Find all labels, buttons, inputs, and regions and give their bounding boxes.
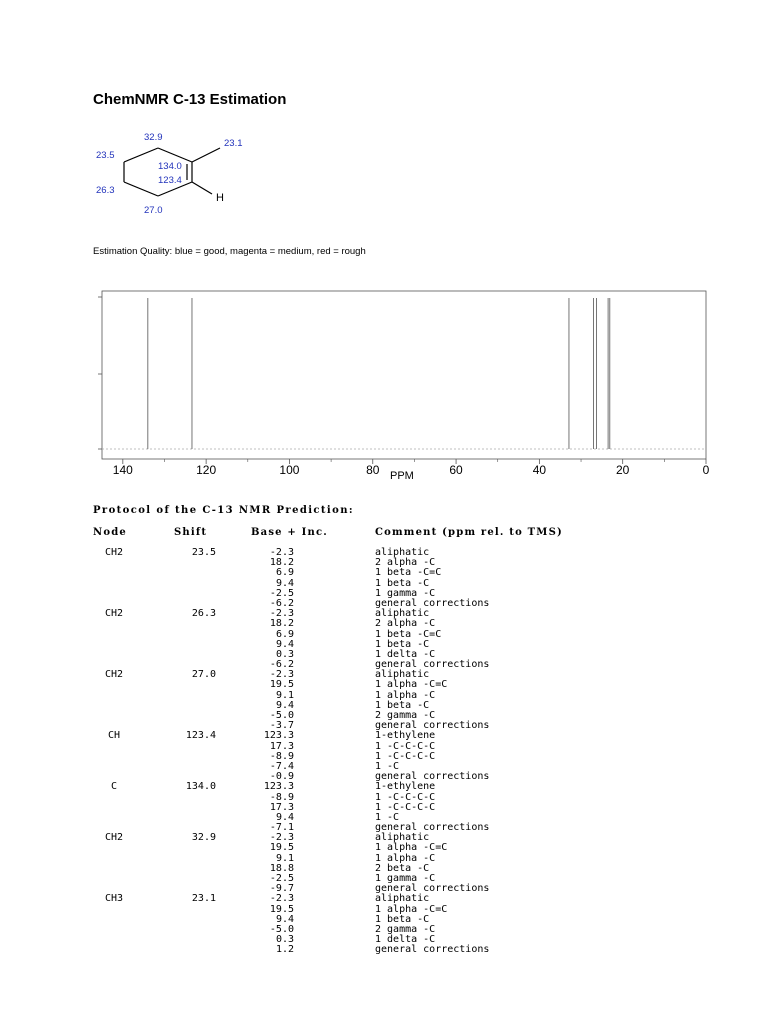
row-comment: 1-ethylene (375, 781, 436, 793)
x-tick-label: 140 (112, 463, 133, 477)
row-comment: general corrections (375, 883, 490, 895)
nmr-spectrum-chart (90, 283, 710, 483)
row-increment: -8.9 (269, 750, 294, 762)
row-increment: -2.3 (269, 832, 294, 844)
row-increment: -9.7 (269, 883, 294, 895)
row-shift: 32.9 (191, 832, 216, 844)
row-increment: 17.3 (269, 740, 294, 752)
row-increment: 19.5 (269, 842, 294, 854)
methyl-bond (192, 148, 220, 162)
row-increment: -2.5 (269, 587, 294, 599)
row-comment: 2 gamma -C (375, 710, 436, 721)
row-comment: 2 gamma -C (375, 923, 436, 935)
row-comment: 1 -C-C-C-C (375, 750, 436, 762)
row-increment: 17.3 (269, 801, 294, 813)
row-increment: 0.3 (275, 648, 294, 660)
shift-label: 23.5 (96, 150, 115, 161)
row-increment: 123.3 (263, 730, 294, 742)
row-shift: 134.0 (185, 781, 216, 793)
row-comment: 1 alpha -C (375, 852, 436, 864)
row-comment: aliphatic (375, 832, 430, 844)
row-increment: 9.4 (275, 913, 294, 925)
x-axis-title: PPM (390, 470, 414, 482)
row-node: CH2 (104, 608, 124, 620)
row-comment: 1 beta -C=C (375, 628, 442, 640)
row-comment: 1 -C-C-C-C (375, 801, 436, 813)
row-increment: -8.9 (269, 791, 294, 803)
row-node: CH (107, 730, 121, 742)
x-tick-label: 100 (279, 463, 300, 477)
row-comment: 2 alpha -C (375, 557, 436, 569)
bond (124, 182, 158, 196)
x-tick-label: 20 (616, 463, 630, 477)
row-comment: general corrections (375, 597, 490, 609)
protocol-title: Protocol of the C-13 NMR Prediction: (93, 505, 354, 516)
row-comment: 1 alpha -C=C (375, 903, 448, 915)
row-comment: 1 beta -C (375, 577, 430, 589)
row-increment: 9.4 (275, 811, 294, 823)
row-comment: general corrections (375, 659, 490, 671)
row-increment: -6.2 (269, 597, 294, 609)
shift-label: 27.0 (144, 205, 163, 216)
bond (124, 148, 158, 162)
row-increment: 6.9 (275, 567, 294, 579)
row-increment: -5.0 (269, 710, 294, 721)
row-increment: -7.4 (269, 760, 294, 772)
row-increment: 6.9 (275, 628, 294, 640)
row-comment: general corrections (375, 720, 490, 732)
row-comment: 1 alpha -C (375, 689, 436, 701)
row-comment: 1 -C-C-C-C (375, 791, 436, 803)
x-tick-label: 60 (449, 463, 463, 477)
header-comment: Comment (ppm rel. to TMS) (375, 527, 563, 538)
row-node: CH2 (104, 669, 124, 681)
molecule-structure (90, 126, 270, 226)
row-increment: -3.7 (269, 720, 294, 732)
row-comment: 1 -C (375, 811, 400, 823)
row-increment: 18.2 (269, 557, 294, 569)
protocol-table (0, 548, 768, 956)
row-comment: 1 gamma -C (375, 873, 436, 884)
row-comment: 1 beta -C (375, 638, 430, 650)
page-title: ChemNMR C-13 Estimation (93, 91, 287, 108)
table-row (0, 619, 768, 629)
row-increment: -6.2 (269, 659, 294, 671)
row-comment: aliphatic (375, 893, 430, 905)
table-row (0, 945, 768, 955)
hydrogen-bond (192, 182, 212, 194)
row-increment: -5.0 (269, 923, 294, 935)
row-increment: 18.2 (269, 618, 294, 630)
row-comment: general corrections (375, 771, 490, 783)
row-node: CH3 (104, 893, 124, 905)
row-comment: 1 gamma -C (375, 587, 436, 599)
row-comment: aliphatic (375, 608, 430, 620)
shift-label: 26.3 (96, 185, 115, 196)
row-node: CH2 (104, 547, 124, 558)
row-comment: aliphatic (375, 547, 430, 558)
row-comment: 1 -C-C-C-C (375, 740, 436, 752)
row-comment: 1 alpha -C=C (375, 679, 448, 691)
x-tick-label: 0 (702, 463, 710, 477)
row-increment: -2.3 (269, 893, 294, 905)
row-comment: 1 beta -C=C (375, 567, 442, 579)
row-increment: 0.3 (275, 934, 294, 946)
row-comment: aliphatic (375, 669, 430, 681)
header-shift: Shift (174, 527, 208, 538)
row-shift: 26.3 (191, 608, 216, 620)
row-comment: 1 beta -C (375, 699, 430, 711)
row-comment: 2 alpha -C (375, 618, 436, 630)
row-comment: 2 beta -C (375, 862, 430, 874)
row-shift: 23.5 (191, 547, 216, 558)
x-tick-label: 120 (196, 463, 217, 477)
row-increment: 9.4 (275, 638, 294, 650)
header-node: Node (93, 527, 127, 538)
row-increment: -2.3 (269, 608, 294, 620)
shift-label: 123.4 (158, 175, 182, 186)
x-tick-label: 40 (532, 463, 547, 477)
row-increment: -2.3 (269, 547, 294, 558)
plot-frame (102, 291, 706, 459)
shift-label: 134.0 (158, 161, 182, 172)
shift-label: 32.9 (144, 132, 163, 143)
row-increment: 9.1 (275, 852, 294, 864)
row-comment: 1 delta -C (375, 934, 436, 946)
row-comment: general corrections (375, 822, 490, 834)
row-comment: 1-ethylene (375, 730, 436, 742)
row-comment: 1 delta -C (375, 648, 436, 660)
shift-label: 23.1 (224, 138, 243, 149)
row-comment: general corrections (375, 944, 490, 956)
row-increment: 18.8 (269, 862, 294, 874)
row-comment: 1 alpha -C=C (375, 842, 448, 854)
row-increment: -0.9 (269, 771, 294, 783)
row-increment: 9.1 (275, 689, 294, 701)
row-shift: 27.0 (191, 669, 216, 681)
row-increment: -7.1 (269, 822, 294, 834)
row-increment: 9.4 (275, 699, 294, 711)
quality-note: Estimation Quality: blue = good, magenta = medium, red = rough (93, 246, 366, 257)
row-increment: 9.4 (275, 577, 294, 589)
row-shift: 23.1 (191, 893, 216, 905)
row-increment: 1.2 (275, 944, 294, 956)
row-increment: 19.5 (269, 903, 294, 915)
row-increment: -2.3 (269, 669, 294, 681)
row-node: C (110, 781, 118, 793)
x-tick-label: 80 (366, 463, 380, 477)
row-increment: 123.3 (263, 781, 294, 793)
bond (158, 148, 192, 162)
hydrogen-atom-label: H (216, 192, 224, 204)
row-shift: 123.4 (185, 730, 216, 742)
header-base-inc: Base + Inc. (251, 527, 328, 538)
row-comment: 1 -C (375, 760, 400, 772)
table-row (0, 782, 768, 792)
row-increment: 19.5 (269, 679, 294, 691)
row-increment: -2.5 (269, 873, 294, 884)
row-node: CH2 (104, 832, 124, 844)
row-comment: 1 beta -C (375, 913, 430, 925)
